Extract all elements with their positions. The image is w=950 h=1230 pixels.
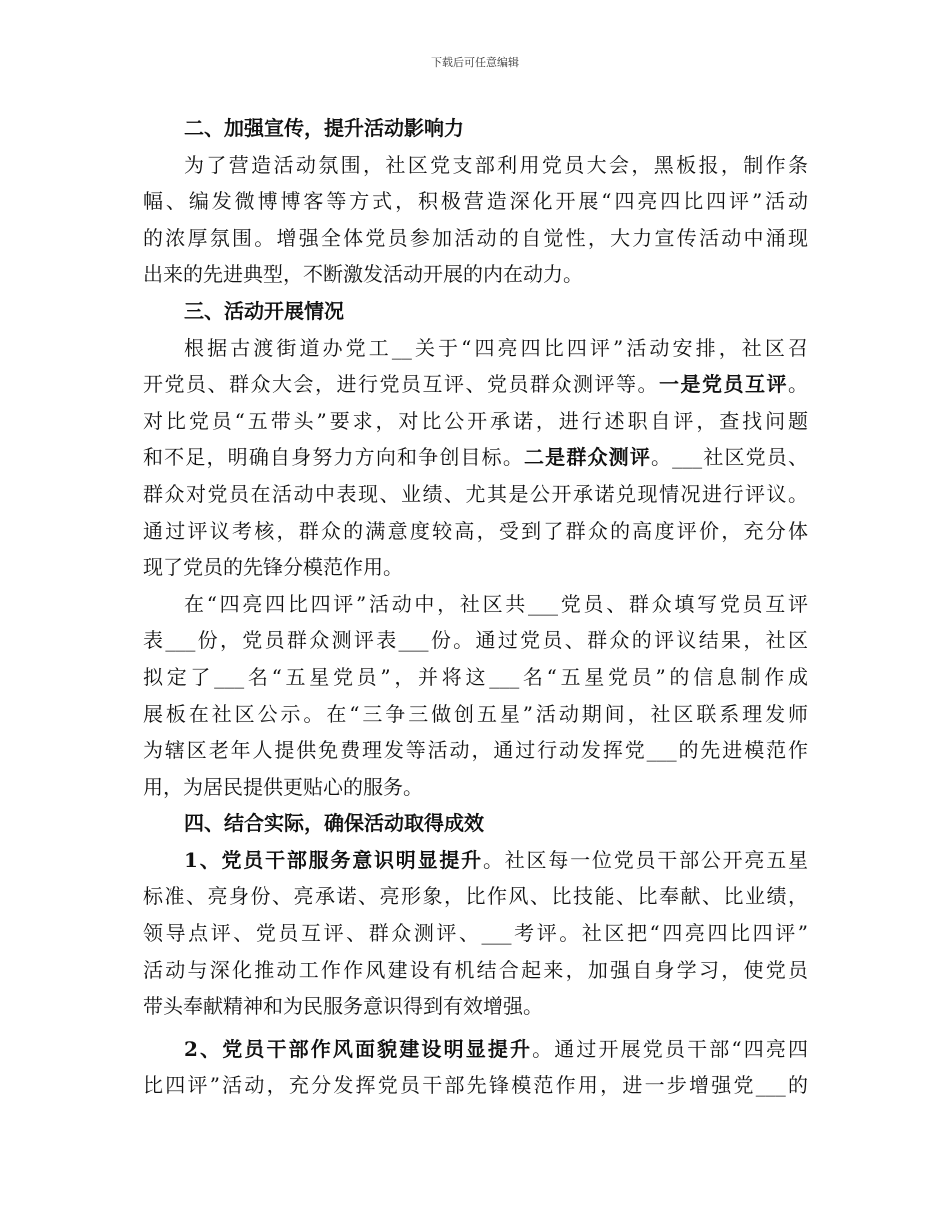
text-line: 活动与深化推动工作作风建设有机结合起来，加强自身学习，使党员: [143, 957, 808, 982]
bold-phrase: 一是党员互评: [659, 372, 788, 397]
text-line: 展板在社区公示。在“三争三做创五星”活动期间，社区联系理发师: [143, 701, 808, 726]
text-line: 为了营造活动氛围，社区党支部利用党员大会，黑板报，制作条: [184, 152, 808, 177]
text-segment: 。社区每一位党员干部公开亮五星: [482, 847, 808, 872]
text-line: 为辖区老年人提供免费理发等活动，通过行动发挥党___的先进模范作: [143, 738, 808, 763]
text-line: 带头奉献精神和为民服务意识得到有效增强。: [143, 994, 543, 1019]
text-line: 现了党员的先锋分模范作用。: [143, 555, 403, 580]
text-line: 领导点评、党员互评、群众测评、___考评。社区把“四亮四比四评”: [143, 921, 808, 946]
text-line: 的浓厚氛围。增强全体党员参加活动的自觉性，大力宣传活动中涌现: [143, 225, 808, 250]
text-segment: 开党员、群众大会，进行党员互评、党员群众测评等。: [143, 372, 659, 397]
bold-phrase: 2、党员干部作风面貌建设明显提升: [184, 1036, 533, 1061]
text-line: [143, 842, 808, 879]
text-line: 出来的先进典型，不断激发活动开展的内在动力。: [143, 262, 583, 287]
text-segment: 。___社区党员、: [651, 445, 808, 470]
text-line: 在“四亮四比四评”活动中，社区共___党员、群众填写党员互评: [184, 591, 808, 616]
text-line: 群众对党员在活动中表现、业绩、尤其是公开承诺兑现情况进行评议。: [143, 481, 808, 506]
document-body: [143, 110, 808, 1104]
page-header: 下载后可任意编辑: [431, 56, 519, 69]
text-segment: 。通过开展党员干部“四亮四: [532, 1036, 808, 1061]
text-line: [143, 366, 808, 403]
text-line: 表___份，党员群众测评表___份。通过党员、群众的评议结果，社区: [143, 628, 808, 653]
text-line: 根据古渡街道办党工__关于“四亮四比四评”活动安排，社区召: [184, 335, 808, 360]
text-line: [143, 439, 808, 476]
section-heading: 四、结合实际，确保活动取得成效: [184, 811, 484, 836]
text-line: 用，为居民提供更贴心的服务。: [143, 774, 423, 799]
text-line: 比四评”活动，充分发挥党员干部先锋模范作用，进一步增强党___的: [143, 1073, 808, 1098]
bold-phrase: 二是群众测评: [524, 445, 651, 470]
text-line: [143, 1031, 808, 1068]
text-line: 通过评议考核，群众的满意度较高，受到了群众的高度评价，充分体: [143, 518, 808, 543]
bold-phrase: 1、党员干部服务意识明显提升: [184, 847, 483, 872]
section-heading: 二、加强宣传，提升活动影响力: [184, 116, 464, 140]
text-line: 对比党员“五带头”要求，对比公开承诺，进行述职自评，查找问题: [143, 408, 808, 433]
text-segment: 和不足，明确自身努力方向和争创目标。: [143, 445, 524, 470]
text-line: 拟定了___名“五星党员”，并将这___名“五星党员”的信息制作成: [143, 664, 808, 689]
text-segment: 。: [788, 372, 808, 397]
text-line: 幅、编发微博博客等方式，积极营造深化开展“四亮四比四评”活动: [143, 189, 808, 214]
text-line: 标准、亮身份、亮承诺、亮形象，比作风、比技能、比奉献、比业绩，: [143, 884, 808, 909]
section-heading: 三、活动开展情况: [184, 298, 344, 323]
